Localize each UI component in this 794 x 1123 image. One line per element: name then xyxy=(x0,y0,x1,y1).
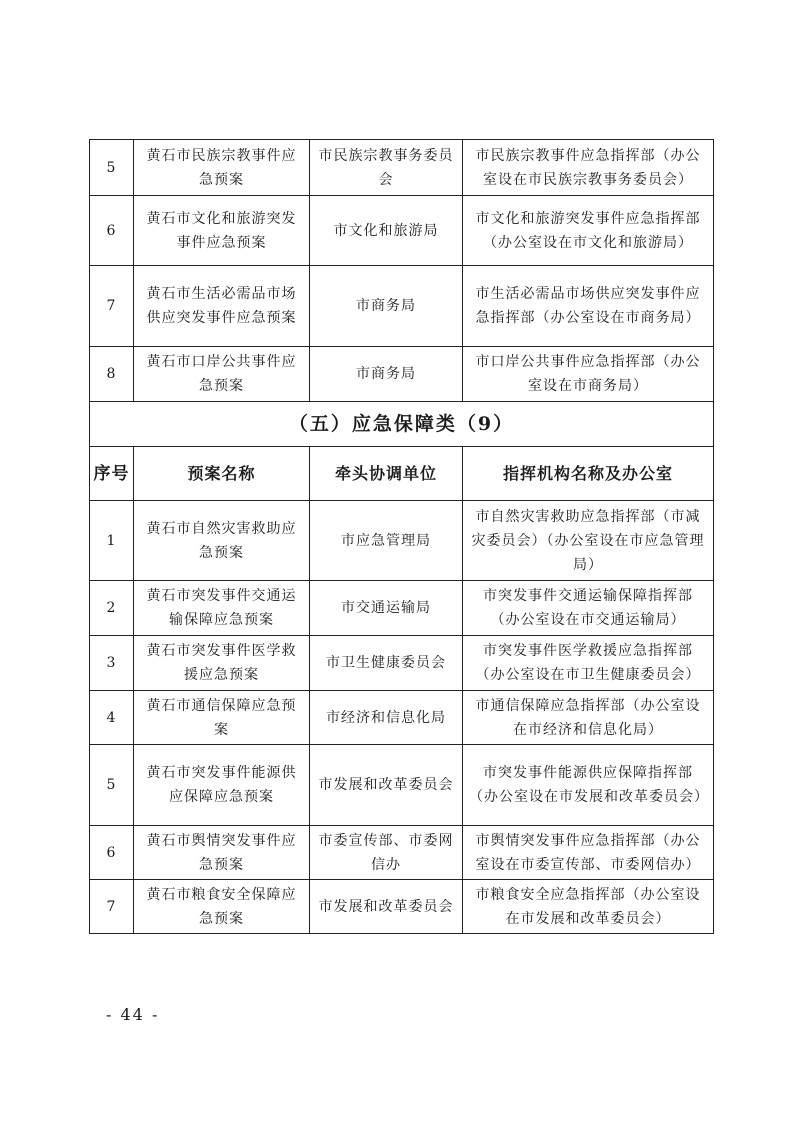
cell-no: 3 xyxy=(90,636,134,691)
cell-no: 7 xyxy=(90,266,134,347)
table-row xyxy=(90,691,714,745)
cell-lead: 市应急管理局 xyxy=(310,501,463,581)
cell-lead: 市交通运输局 xyxy=(310,581,463,636)
cell-no: 8 xyxy=(90,347,134,402)
cell-org: 市舆情突发事件应急指挥部（办公室设在市委宣传部、市委网信办） xyxy=(463,826,714,880)
cell-lead: 市发展和改革委员会 xyxy=(310,745,463,826)
cell-name: 黄石市舆情突发事件应急预案 xyxy=(134,826,310,880)
cell-no: 4 xyxy=(90,691,134,745)
cell-lead: 市发展和改革委员会 xyxy=(310,880,463,934)
cell-lead: 市商务局 xyxy=(310,347,463,402)
cell-no: 7 xyxy=(90,880,134,934)
section-row xyxy=(90,402,714,447)
header-name: 预案名称 xyxy=(134,447,310,501)
table-row xyxy=(90,501,714,581)
table-row xyxy=(90,636,714,691)
cell-org: 市突发事件能源供应保障指挥部（办公室设在市发展和改革委员会） xyxy=(463,745,714,826)
header-no: 序号 xyxy=(90,447,134,501)
table-row xyxy=(90,140,714,196)
cell-name: 黄石市民族宗教事件应急预案 xyxy=(134,140,310,196)
table-section-block xyxy=(90,402,714,501)
cell-name: 黄石市生活必需品市场供应突发事件应急预案 xyxy=(134,266,310,347)
cell-no: 1 xyxy=(90,501,134,581)
cell-org: 市通信保障应急指挥部（办公室设在市经济和信息化局） xyxy=(463,691,714,745)
cell-no: 5 xyxy=(90,745,134,826)
cell-org: 市突发事件交通运输保障指挥部（办公室设在市交通运输局） xyxy=(463,581,714,636)
cell-lead: 市委宣传部、市委网信办 xyxy=(310,826,463,880)
cell-lead: 市经济和信息化局 xyxy=(310,691,463,745)
cell-org: 市文化和旅游突发事件应急指挥部（办公室设在市文化和旅游局） xyxy=(463,196,714,266)
table-row xyxy=(90,347,714,402)
cell-name: 黄石市粮食安全保障应急预案 xyxy=(134,880,310,934)
table-row xyxy=(90,880,714,934)
cell-name: 黄石市通信保障应急预案 xyxy=(134,691,310,745)
header-lead: 牵头协调单位 xyxy=(310,447,463,501)
cell-lead: 市民族宗教事务委员会 xyxy=(310,140,463,196)
table-row xyxy=(90,581,714,636)
page-number: - 44 - xyxy=(106,1005,160,1024)
cell-name: 黄石市突发事件能源供应保障应急预案 xyxy=(134,745,310,826)
cell-no: 2 xyxy=(90,581,134,636)
table-body-bottom xyxy=(90,501,714,934)
cell-org: 市突发事件医学救援应急指挥部（办公室设在市卫生健康委员会） xyxy=(463,636,714,691)
header-org: 指挥机构名称及办公室 xyxy=(463,447,714,501)
plan-table xyxy=(89,139,714,934)
table-row xyxy=(90,266,714,347)
cell-no: 6 xyxy=(90,826,134,880)
cell-name: 黄石市自然灾害救助应急预案 xyxy=(134,501,310,581)
table-row xyxy=(90,196,714,266)
cell-org: 市口岸公共事件应急指挥部（办公室设在市商务局） xyxy=(463,347,714,402)
cell-name: 黄石市突发事件医学救援应急预案 xyxy=(134,636,310,691)
cell-org: 市自然灾害救助应急指挥部（市减灾委员会）（办公室设在市应急管理局） xyxy=(463,501,714,581)
table-row xyxy=(90,826,714,880)
cell-org: 市粮食安全应急指挥部（办公室设在市发展和改革委员会） xyxy=(463,880,714,934)
header-row xyxy=(90,447,714,501)
cell-org: 市民族宗教事件应急指挥部（办公室设在市民族宗教事务委员会） xyxy=(463,140,714,196)
cell-no: 6 xyxy=(90,196,134,266)
table-row xyxy=(90,745,714,826)
cell-lead: 市商务局 xyxy=(310,266,463,347)
table-body-top xyxy=(90,140,714,402)
section-title: （五）应急保障类（9） xyxy=(90,402,714,447)
cell-lead: 市文化和旅游局 xyxy=(310,196,463,266)
cell-name: 黄石市口岸公共事件应急预案 xyxy=(134,347,310,402)
cell-org: 市生活必需品市场供应突发事件应急指挥部（办公室设在市商务局） xyxy=(463,266,714,347)
cell-name: 黄石市突发事件交通运输保障应急预案 xyxy=(134,581,310,636)
cell-lead: 市卫生健康委员会 xyxy=(310,636,463,691)
cell-name: 黄石市文化和旅游突发事件应急预案 xyxy=(134,196,310,266)
cell-no: 5 xyxy=(90,140,134,196)
